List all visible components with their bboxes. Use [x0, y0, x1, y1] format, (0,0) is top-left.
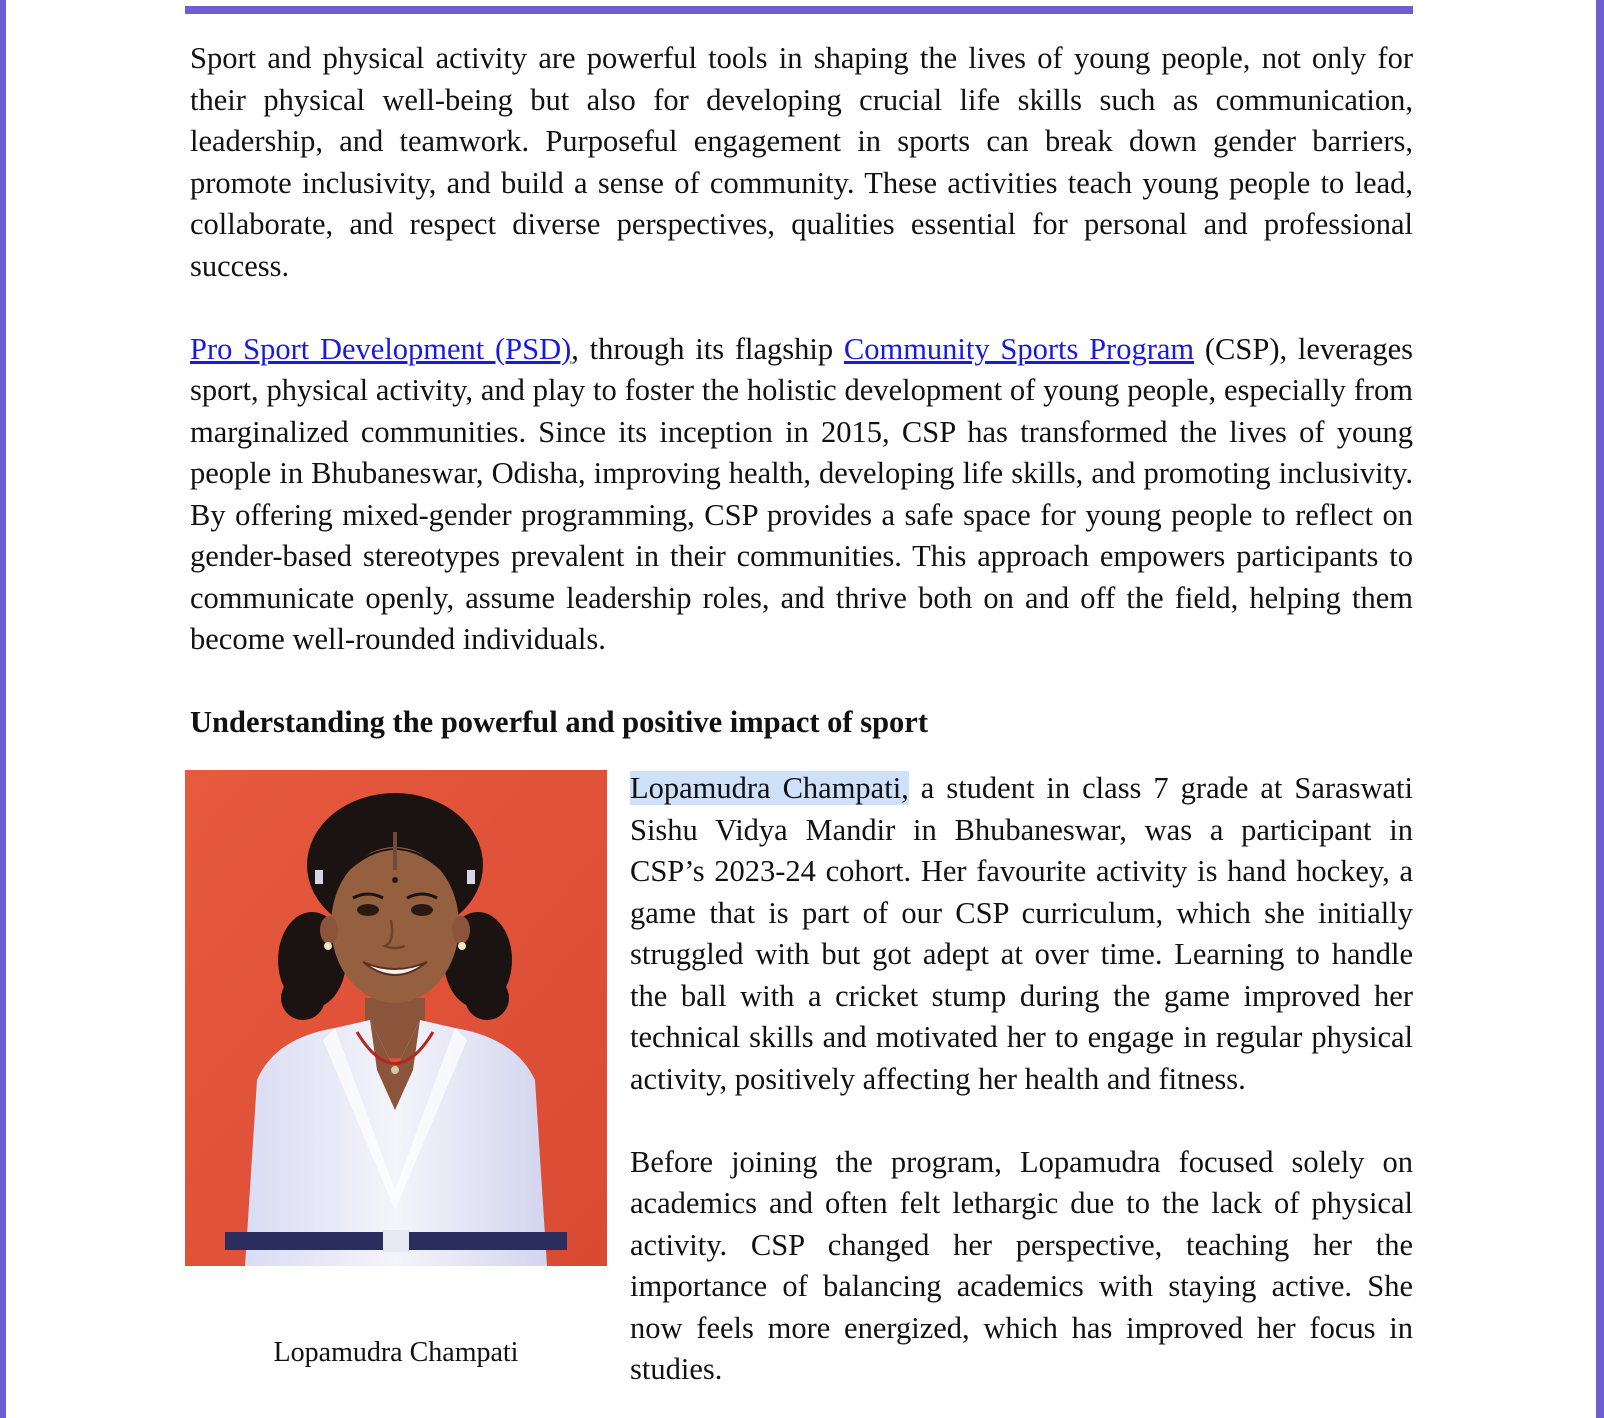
profile-paragraph-1-text: a student in class 7 grade at Saraswati Sishu Vidya Mandir in Bhubaneswar, was a participant in CSP’s 2023-24 cohort. Her favourite activity is hand hockey, a game that is part of our CSP curriculum, which she initially struggled with but got adept at over time. Learning to handle the ball with a cricket stump during the game improved her technical skills and motivated her to engage in regular physical activity, positively affecting her health and fitness.	[630, 771, 1413, 1096]
section-heading: Understanding the powerful and positive impact of sport	[190, 704, 928, 739]
intro-paragraph-2	[190, 329, 1413, 661]
intro-paragraph-2-text-b: (CSP), leverages sport, physical activity, and play to foster the holistic development of young people, especially from marginalized communities. Since its inception in 2015, CSP has transformed the lives of young people in Bhubaneswar, Odisha, improving health, developing life skills, and promoting inclusivity. By offering mixed-gender programming, CSP provides a safe space for young people to reflect on gender-based stereotypes prevalent in their communities. This approach empowers participants to communicate openly, assume leadership roles, and thrive both on and off the field, helping them become well-rounded individuals.	[190, 331, 1413, 656]
profile-paragraph-1	[630, 768, 1413, 1100]
page-edge-right	[1596, 0, 1604, 1418]
article-body	[190, 38, 1413, 743]
csp-link[interactable]: Community Sports Program	[843, 331, 1195, 366]
portrait-photo	[185, 770, 607, 1266]
top-divider	[185, 6, 1413, 14]
profile-text	[630, 768, 1413, 1391]
photo-caption: Lopamudra Champati	[273, 1337, 519, 1368]
psd-link[interactable]: Pro Sport Development (PSD)	[190, 331, 572, 366]
highlighted-name[interactable]: Lopamudra Champati,	[630, 771, 909, 805]
page-edge-left	[0, 0, 6, 1418]
profile-paragraph-2: Before joining the program, Lopamudra focused solely on academics and often felt lethargic due to the lack of physical activity. CSP changed her perspective, teaching her the importance of balancing academics with staying active. She now feels more energized, which has improved her focus in studies.	[630, 1144, 1413, 1386]
intro-paragraph-2-text-a: , through its flagship	[571, 331, 844, 366]
intro-paragraph-1: Sport and physical activity are powerful tools in shaping the lives of young people, not only for their physical well-being but also for developing crucial life skills such as communication, leadership, and teamwork. Purposeful engagement in sports can break down gender barriers, promote inclusivity, and build a sense of community. These activities teach young people to lead, collaborate, and respect diverse perspectives, qualities essential for personal and professional success.	[190, 41, 1413, 283]
